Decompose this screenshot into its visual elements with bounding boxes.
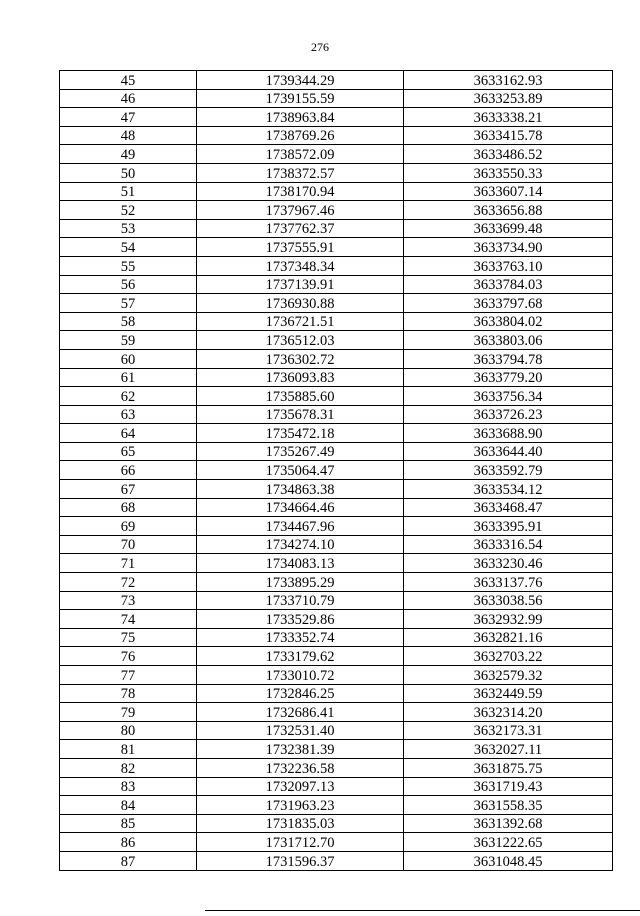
point-number-cell: 48 — [60, 126, 197, 145]
x-coordinate-cell: 1736302.72 — [197, 349, 404, 368]
y-coordinate-cell: 3633756.34 — [404, 387, 613, 406]
table-row — [60, 71, 613, 90]
x-coordinate-cell: 1736512.03 — [197, 331, 404, 350]
x-coordinate-cell: 1735885.60 — [197, 387, 404, 406]
point-number-cell: 73 — [60, 591, 197, 610]
table-row — [60, 275, 613, 294]
y-coordinate-cell: 3633784.03 — [404, 275, 613, 294]
y-coordinate-cell: 3633253.89 — [404, 89, 613, 108]
table-row — [60, 814, 613, 833]
y-coordinate-cell: 3633794.78 — [404, 349, 613, 368]
y-coordinate-cell: 3632314.20 — [404, 703, 613, 722]
x-coordinate-cell: 1735267.49 — [197, 442, 404, 461]
table-row — [60, 238, 613, 257]
y-coordinate-cell: 3632932.99 — [404, 610, 613, 629]
point-number-cell: 51 — [60, 182, 197, 201]
table-row — [60, 628, 613, 647]
table-row — [60, 684, 613, 703]
point-number-cell: 65 — [60, 442, 197, 461]
table-row — [60, 182, 613, 201]
point-number-cell: 86 — [60, 833, 197, 852]
x-coordinate-cell: 1736721.51 — [197, 312, 404, 331]
point-number-cell: 87 — [60, 851, 197, 870]
table-row — [60, 498, 613, 517]
point-number-cell: 64 — [60, 424, 197, 443]
table-row — [60, 554, 613, 573]
y-coordinate-cell: 3633592.79 — [404, 461, 613, 480]
x-coordinate-cell: 1739155.59 — [197, 89, 404, 108]
x-coordinate-cell: 1733529.86 — [197, 610, 404, 629]
point-number-cell: 56 — [60, 275, 197, 294]
x-coordinate-cell: 1732381.39 — [197, 740, 404, 759]
y-coordinate-cell: 3632821.16 — [404, 628, 613, 647]
table-row — [60, 145, 613, 164]
table-row — [60, 777, 613, 796]
point-number-cell: 49 — [60, 145, 197, 164]
table-row — [60, 647, 613, 666]
x-coordinate-cell: 1734863.38 — [197, 480, 404, 499]
x-coordinate-cell: 1738170.94 — [197, 182, 404, 201]
x-coordinate-cell: 1731835.03 — [197, 814, 404, 833]
table-row — [60, 666, 613, 685]
y-coordinate-cell: 3633038.56 — [404, 591, 613, 610]
point-number-cell: 53 — [60, 219, 197, 238]
x-coordinate-cell: 1738769.26 — [197, 126, 404, 145]
point-number-cell: 63 — [60, 405, 197, 424]
x-coordinate-cell: 1733352.74 — [197, 628, 404, 647]
table-row — [60, 833, 613, 852]
y-coordinate-cell: 3631558.35 — [404, 796, 613, 815]
y-coordinate-cell: 3633468.47 — [404, 498, 613, 517]
point-number-cell: 45 — [60, 71, 197, 90]
x-coordinate-cell: 1735678.31 — [197, 405, 404, 424]
table-row — [60, 424, 613, 443]
x-coordinate-cell: 1732686.41 — [197, 703, 404, 722]
y-coordinate-cell: 3633726.23 — [404, 405, 613, 424]
point-number-cell: 68 — [60, 498, 197, 517]
x-coordinate-cell: 1737139.91 — [197, 275, 404, 294]
point-number-cell: 78 — [60, 684, 197, 703]
table-row — [60, 163, 613, 182]
x-coordinate-cell: 1737555.91 — [197, 238, 404, 257]
y-coordinate-cell: 3633230.46 — [404, 554, 613, 573]
page-number: 276 — [311, 40, 329, 54]
point-number-cell: 59 — [60, 331, 197, 350]
x-coordinate-cell: 1738572.09 — [197, 145, 404, 164]
y-coordinate-cell: 3633779.20 — [404, 368, 613, 387]
y-coordinate-cell: 3633162.93 — [404, 71, 613, 90]
x-coordinate-cell: 1732846.25 — [197, 684, 404, 703]
y-coordinate-cell: 3632027.11 — [404, 740, 613, 759]
y-coordinate-cell: 3633644.40 — [404, 442, 613, 461]
table-row — [60, 610, 613, 629]
point-number-cell: 75 — [60, 628, 197, 647]
y-coordinate-cell: 3633137.76 — [404, 573, 613, 592]
table-row — [60, 405, 613, 424]
y-coordinate-cell: 3632579.32 — [404, 666, 613, 685]
point-number-cell: 79 — [60, 703, 197, 722]
bottom-rule — [205, 910, 640, 911]
x-coordinate-cell: 1736930.88 — [197, 294, 404, 313]
point-number-cell: 85 — [60, 814, 197, 833]
x-coordinate-cell: 1731712.70 — [197, 833, 404, 852]
x-coordinate-cell: 1734467.96 — [197, 517, 404, 536]
x-coordinate-cell: 1738372.57 — [197, 163, 404, 182]
x-coordinate-cell: 1737762.37 — [197, 219, 404, 238]
coordinates-table — [59, 70, 613, 871]
x-coordinate-cell: 1732097.13 — [197, 777, 404, 796]
table-row — [60, 721, 613, 740]
point-number-cell: 81 — [60, 740, 197, 759]
y-coordinate-cell: 3633804.02 — [404, 312, 613, 331]
y-coordinate-cell: 3631875.75 — [404, 758, 613, 777]
table-row — [60, 796, 613, 815]
table-row — [60, 331, 613, 350]
table-row — [60, 591, 613, 610]
point-number-cell: 54 — [60, 238, 197, 257]
x-coordinate-cell: 1732236.58 — [197, 758, 404, 777]
y-coordinate-cell: 3633395.91 — [404, 517, 613, 536]
y-coordinate-cell: 3631719.43 — [404, 777, 613, 796]
x-coordinate-cell: 1734664.46 — [197, 498, 404, 517]
point-number-cell: 47 — [60, 108, 197, 127]
y-coordinate-cell: 3633763.10 — [404, 256, 613, 275]
y-coordinate-cell: 3633734.90 — [404, 238, 613, 257]
x-coordinate-cell: 1735472.18 — [197, 424, 404, 443]
y-coordinate-cell: 3633550.33 — [404, 163, 613, 182]
point-number-cell: 69 — [60, 517, 197, 536]
table-row — [60, 387, 613, 406]
x-coordinate-cell: 1736093.83 — [197, 368, 404, 387]
y-coordinate-cell: 3633803.06 — [404, 331, 613, 350]
x-coordinate-cell: 1738963.84 — [197, 108, 404, 127]
x-coordinate-cell: 1733895.29 — [197, 573, 404, 592]
x-coordinate-cell: 1733179.62 — [197, 647, 404, 666]
x-coordinate-cell: 1734274.10 — [197, 535, 404, 554]
y-coordinate-cell: 3633656.88 — [404, 201, 613, 220]
table-row — [60, 349, 613, 368]
y-coordinate-cell: 3633316.54 — [404, 535, 613, 554]
y-coordinate-cell: 3632173.31 — [404, 721, 613, 740]
point-number-cell: 62 — [60, 387, 197, 406]
y-coordinate-cell: 3632449.59 — [404, 684, 613, 703]
x-coordinate-cell: 1731963.23 — [197, 796, 404, 815]
table-row — [60, 517, 613, 536]
table-row — [60, 461, 613, 480]
point-number-cell: 60 — [60, 349, 197, 368]
table-row — [60, 108, 613, 127]
y-coordinate-cell: 3631392.68 — [404, 814, 613, 833]
x-coordinate-cell: 1731596.37 — [197, 851, 404, 870]
y-coordinate-cell: 3631222.65 — [404, 833, 613, 852]
point-number-cell: 66 — [60, 461, 197, 480]
table-row — [60, 851, 613, 870]
point-number-cell: 70 — [60, 535, 197, 554]
x-coordinate-cell: 1737967.46 — [197, 201, 404, 220]
point-number-cell: 72 — [60, 573, 197, 592]
table-row — [60, 126, 613, 145]
point-number-cell: 77 — [60, 666, 197, 685]
x-coordinate-cell: 1732531.40 — [197, 721, 404, 740]
y-coordinate-cell: 3633607.14 — [404, 182, 613, 201]
point-number-cell: 83 — [60, 777, 197, 796]
point-number-cell: 84 — [60, 796, 197, 815]
x-coordinate-cell: 1739344.29 — [197, 71, 404, 90]
table-row — [60, 758, 613, 777]
point-number-cell: 58 — [60, 312, 197, 331]
table-row — [60, 480, 613, 499]
y-coordinate-cell: 3633486.52 — [404, 145, 613, 164]
table-row — [60, 740, 613, 759]
y-coordinate-cell: 3633688.90 — [404, 424, 613, 443]
point-number-cell: 80 — [60, 721, 197, 740]
point-number-cell: 61 — [60, 368, 197, 387]
point-number-cell: 74 — [60, 610, 197, 629]
table-row — [60, 573, 613, 592]
y-coordinate-cell: 3633415.78 — [404, 126, 613, 145]
x-coordinate-cell: 1733010.72 — [197, 666, 404, 685]
table-row — [60, 535, 613, 554]
point-number-cell: 76 — [60, 647, 197, 666]
point-number-cell: 67 — [60, 480, 197, 499]
y-coordinate-cell: 3633338.21 — [404, 108, 613, 127]
y-coordinate-cell: 3633797.68 — [404, 294, 613, 313]
point-number-cell: 55 — [60, 256, 197, 275]
table-body — [60, 71, 613, 871]
x-coordinate-cell: 1735064.47 — [197, 461, 404, 480]
table-row — [60, 368, 613, 387]
table-row — [60, 201, 613, 220]
x-coordinate-cell: 1737348.34 — [197, 256, 404, 275]
x-coordinate-cell: 1733710.79 — [197, 591, 404, 610]
y-coordinate-cell: 3631048.45 — [404, 851, 613, 870]
table-row — [60, 442, 613, 461]
x-coordinate-cell: 1734083.13 — [197, 554, 404, 573]
y-coordinate-cell: 3633534.12 — [404, 480, 613, 499]
table-row — [60, 89, 613, 108]
point-number-cell: 50 — [60, 163, 197, 182]
y-coordinate-cell: 3632703.22 — [404, 647, 613, 666]
point-number-cell: 57 — [60, 294, 197, 313]
point-number-cell: 82 — [60, 758, 197, 777]
table-row — [60, 703, 613, 722]
table-row — [60, 294, 613, 313]
table-row — [60, 219, 613, 238]
point-number-cell: 46 — [60, 89, 197, 108]
table-row — [60, 256, 613, 275]
y-coordinate-cell: 3633699.48 — [404, 219, 613, 238]
point-number-cell: 52 — [60, 201, 197, 220]
table-row — [60, 312, 613, 331]
point-number-cell: 71 — [60, 554, 197, 573]
